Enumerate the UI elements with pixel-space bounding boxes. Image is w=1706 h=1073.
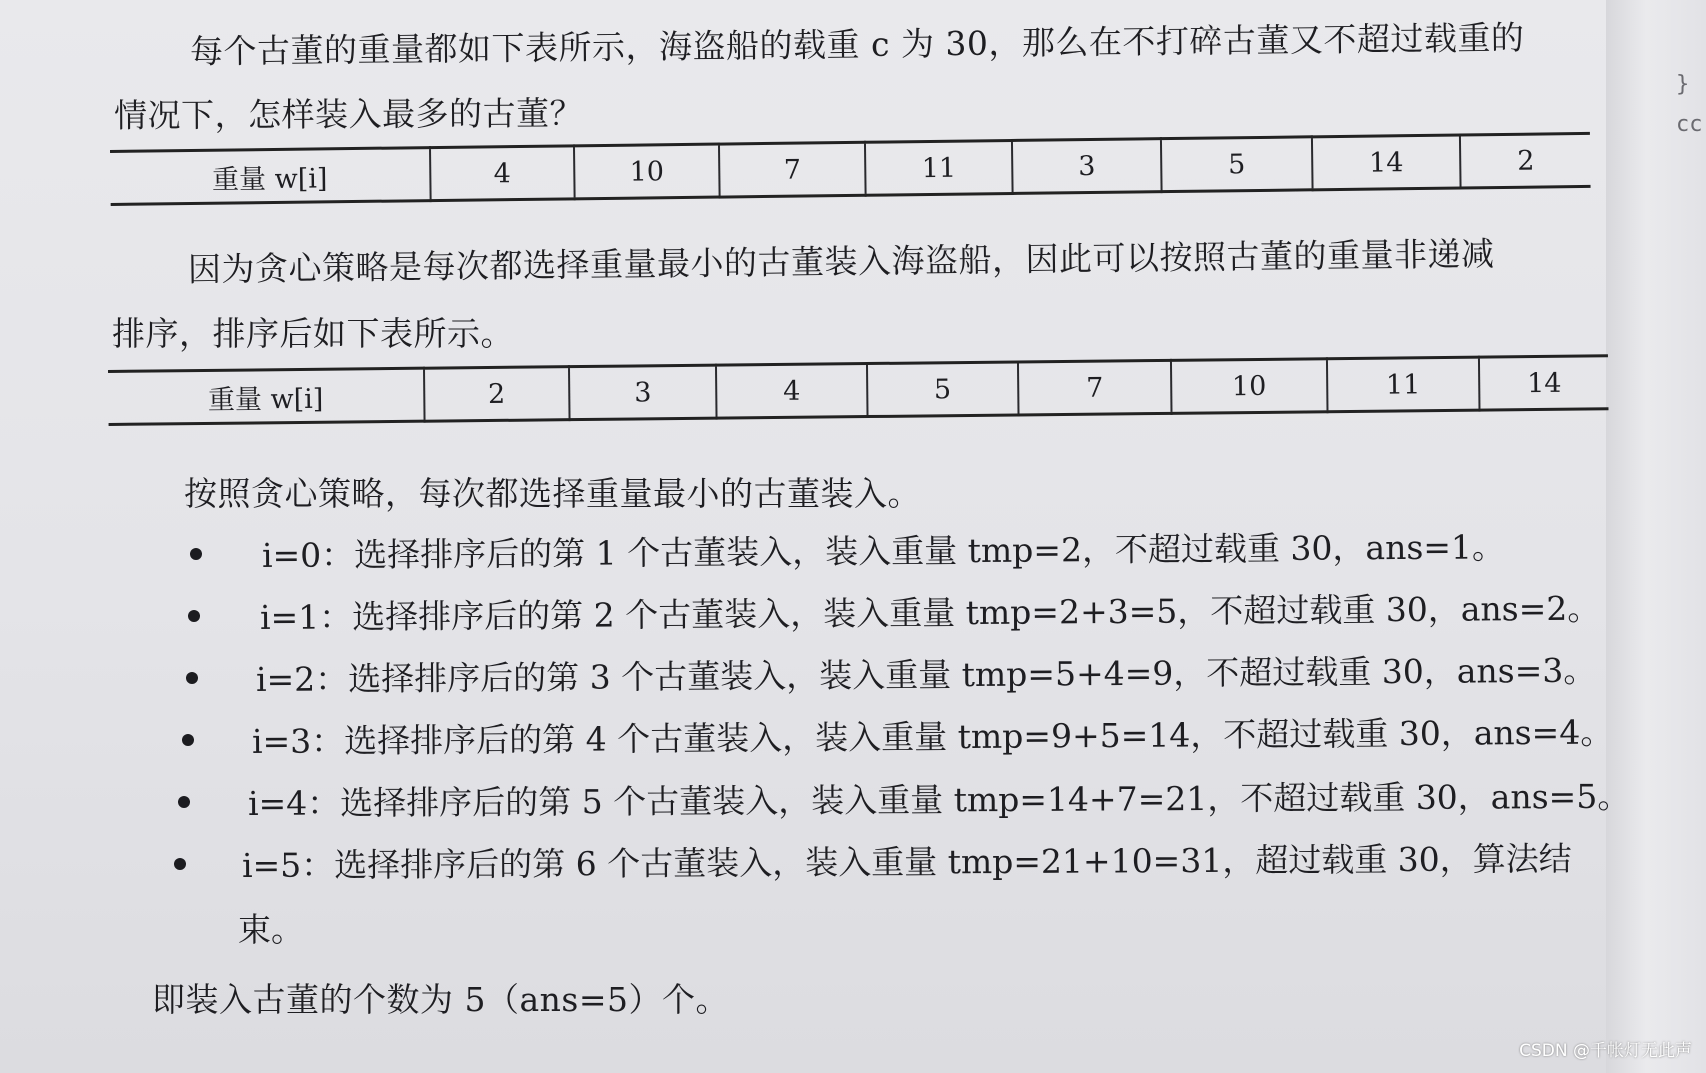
table-cell: 2: [424, 367, 570, 422]
weights-header-label: 重量 w[i]: [211, 162, 328, 196]
margin-code: cc: [1676, 112, 1703, 137]
weights-row: [110, 133, 1591, 204]
table-cell: 5: [1161, 137, 1312, 192]
strategy-text: 按照贪心策略，每次都选择重量最小的古董装入。: [184, 474, 921, 513]
table-cell: 7: [1018, 360, 1172, 415]
adjacent-page-edge: [1606, 0, 1706, 1073]
margin-brace: }: [1676, 72, 1690, 97]
bullet-dot: [178, 796, 190, 808]
problem-line-2: 情况下，怎样装入最多的古董？: [113, 93, 584, 135]
weights-table: [110, 132, 1591, 206]
bullet-dot: [190, 548, 202, 560]
table-cell: 14: [1479, 356, 1608, 410]
bullet-dot: [188, 610, 200, 622]
step-item: i=5：选择排序后的第 6 个古董装入，装入重量 tmp=21+10=31，超过载重 30，算法结: [241, 839, 1572, 885]
csdn-watermark: CSDN @千帐灯无此声: [1519, 1041, 1692, 1061]
table-cell: 2: [1460, 133, 1590, 188]
table-cell: 11: [865, 140, 1012, 195]
table-cell: 5: [867, 362, 1019, 417]
conclusion-text: 即装入古董的个数为 5（ans=5）个。: [152, 980, 729, 1019]
bullet-dot: [182, 734, 194, 746]
table-cell: 11: [1327, 357, 1480, 412]
sort-line-1: 因为贪心策略是每次都选择重量最小的古董装入海盗船，因此可以按照古董的重量非递减: [187, 234, 1495, 289]
step-item: i=4：选择排序后的第 5 个古董装入，装入重量 tmp=14+7=21，不超过载重 30，ans=5。: [247, 776, 1631, 823]
table-cell: 14: [1312, 135, 1461, 190]
step-item: i=0：选择排序后的第 1 个古董装入，装入重量 tmp=2，不超过载重 30，ans=1。: [261, 527, 1506, 575]
table-cell: 4: [716, 364, 867, 419]
sort-line-2: 排序，排序后如下表所示。: [112, 314, 514, 353]
sorted-weights-header-label: 重量 w[i]: [207, 383, 324, 416]
weights-header: [110, 148, 430, 205]
sorted-weights-header: [108, 368, 424, 424]
problem-line-1: 每个古董的重量都如下表所示，海盗船的载重 c 为 30，那么在不打碎古董又不超过载重的: [189, 18, 1525, 71]
bullet-dot: [174, 858, 186, 870]
step-item: i=3：选择排序后的第 4 个古董装入，装入重量 tmp=9+5=14，不超过载重 30，ans=4。: [251, 712, 1614, 761]
sorted-weights-table: [108, 354, 1609, 426]
table-cell: 7: [719, 142, 866, 197]
table-cell: 10: [574, 144, 719, 199]
table-cell: 3: [1012, 139, 1162, 194]
step-item: i=2：选择排序后的第 3 个古董装入，装入重量 tmp=5+4=9，不超过载重 30，ans=3。: [255, 650, 1597, 699]
table-cell: 4: [430, 146, 575, 201]
sorted-weights-row: [108, 356, 1608, 425]
bullet-dot: [186, 672, 198, 684]
table-cell: 10: [1171, 359, 1327, 414]
step-item-continuation: 束。: [238, 910, 304, 949]
table-cell: 3: [569, 365, 717, 420]
step-item: i=1：选择排序后的第 2 个古董装入，装入重量 tmp=2+3=5，不超过载重 30，ans=2。: [259, 588, 1601, 637]
